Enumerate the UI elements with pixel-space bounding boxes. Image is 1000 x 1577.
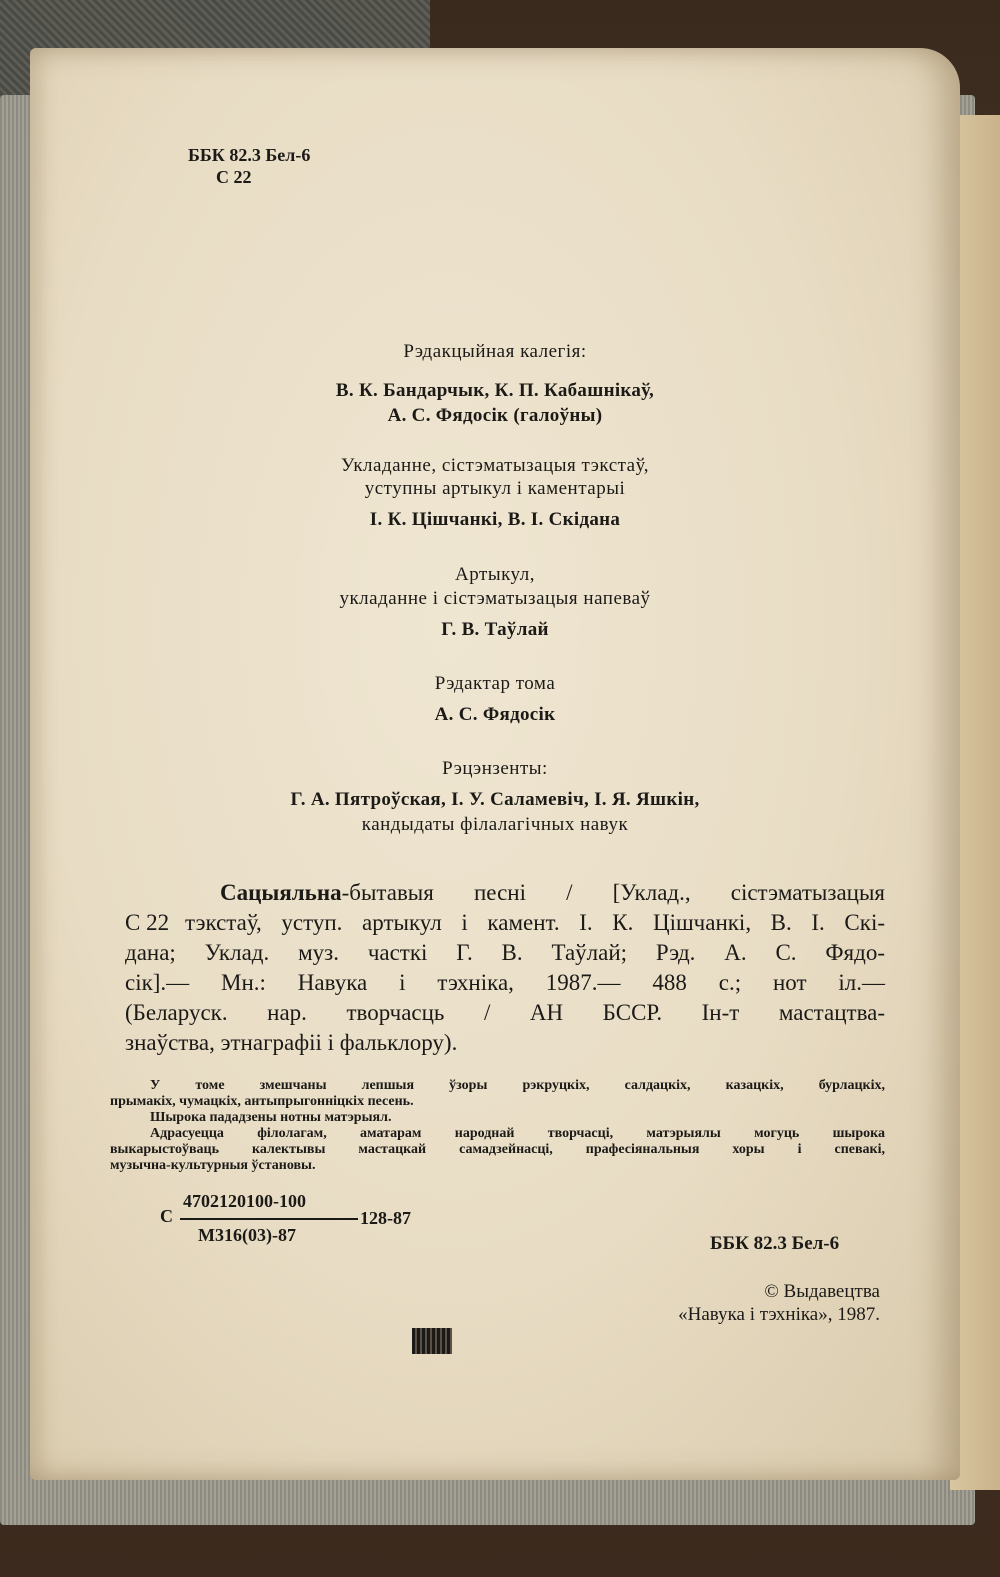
compilation-label-2: уступны артыкул і каментарыі xyxy=(364,478,626,499)
editorial-board-label: Рэдакцыйная калегія: xyxy=(403,341,587,362)
editorial-board-names-2: А. С. Фядосік (галоўны) xyxy=(387,405,603,426)
article-label-2: укладанне і сістэматызацыя напеваў xyxy=(339,588,651,609)
pub-code-denominator: М316(03)-87 xyxy=(198,1225,296,1245)
volume-editor-label: Рэдактар тома xyxy=(434,673,556,694)
description-lead: Сацыяльна xyxy=(220,880,342,905)
reviewers-label: Рэцэнзенты: xyxy=(442,758,548,779)
annotation-text: У томе змешчаны лепшыя ўзоры рэкруцкіх, салдацкіх, казацкіх, бурлацкіх, прымакіх, чумацкіх, антыпрыгонніцкіх песень. Шырока пададзены нотны матэрыял. Адрасуецца філолагам, аматарам народнай творчасці, матэрыялы могуць шырока выкарыстоўваць калектывы мастацкай самадзейнасці, прафесіянальныя хоры і спевакі, музычна-культурныя ўстановы. xyxy=(110,1078,885,1173)
article-names: Г. В. Таўлай xyxy=(441,619,549,640)
editorial-board-names-1: В. К. Бандарчык, К. П. Кабашнікаў, xyxy=(335,380,655,401)
pub-code-numerator: 4702120100-100 xyxy=(183,1191,306,1211)
bibliographic-description: Сацыяльна-бытавыя песні / [Уклад., сістэматызацыя тэкстаў, уступ. артыкул і камент. І. К. Цішчанкі, В. І. Скі- дана; Уклад. муз. часткі Г. В. Таўлай; Рэд. А. С. Фядо- сік].— Мн.: Навука і тэхніка, 1987.— 488 с.; нот іл.— (Беларуск. нар. творчасць / АН БССР. Ін-т мастацтва- знаўства, этнаграфіі і фальклору). xyxy=(125,880,885,1055)
book-page xyxy=(30,48,960,1480)
publisher-mark-icon xyxy=(412,1328,452,1354)
compilation-names: І. К. Цішчанкі, В. І. Скідана xyxy=(369,509,621,530)
bbk-code-bottom: ББК 82.3 Бел-6 xyxy=(710,1233,840,1254)
catalog-code: С 22 xyxy=(125,910,170,935)
pub-code-prefix: С xyxy=(160,1206,173,1226)
pub-code-suffix: 128-87 xyxy=(360,1208,411,1228)
reviewers-note: кандыдаты філалагічных навук xyxy=(361,814,629,835)
pub-code-fraction-line xyxy=(180,1218,358,1220)
copyright-notice: © Выдавецтва «Навука і тэхніка», 1987. xyxy=(678,1281,880,1325)
volume-editor-names: А. С. Фядосік xyxy=(434,704,556,725)
compilation-label-1: Укладанне, сістэматызацыя тэкстаў, xyxy=(341,455,649,476)
article-label-1: Артыкул, xyxy=(455,564,535,585)
bbk-code-top: ББК 82.3 Бел-6 С 22 xyxy=(188,145,311,187)
reviewers-names: Г. А. Пятроўская, І. У. Саламевіч, І. Я. Яшкін, xyxy=(290,789,700,810)
